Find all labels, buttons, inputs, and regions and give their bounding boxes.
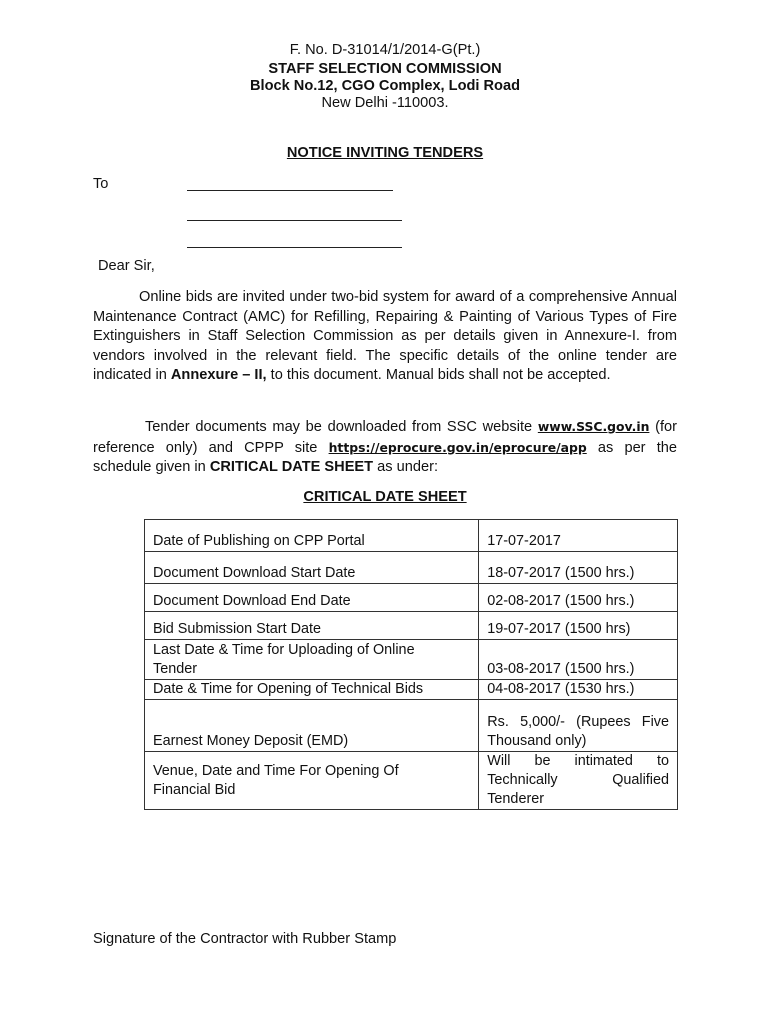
ssc-website-link[interactable]: www.SSC.gov.in [537, 419, 650, 434]
date-label: Date & Time for Opening of Technical Bids [145, 680, 479, 700]
annexure-reference: Annexure – II, [170, 367, 267, 383]
file-number: F. No. D-31014/1/2014-G(Pt.) [289, 42, 481, 58]
date-label: Venue, Date and Time For Opening Of Financial Bid [145, 752, 479, 810]
organization-name: STAFF SELECTION COMMISSION [268, 61, 502, 77]
critical-date-table [144, 519, 678, 810]
date-label: Document Download Start Date [145, 552, 479, 584]
address-line-2 [187, 220, 402, 221]
table-row [145, 552, 678, 584]
date-label: Bid Submission Start Date [145, 612, 479, 640]
para1-text: Online bids are invited under two-bid system for award of a comprehensive Annual Maintenance Contract (AMC) for Refilling, Repairing & Painting of Various Types of Fire Extinguishers in Staff Selection Commission as per details given in Annexure-I. from vendors involved in the relevant field. The specific details of the online tender are indicated in [93, 289, 677, 383]
salutation: Dear Sir, [98, 258, 155, 274]
date-value: 19-07-2017 (1500 hrs) [479, 612, 678, 640]
para2-text-4: as under: [373, 459, 438, 475]
date-label: Date of Publishing on CPP Portal [145, 520, 479, 552]
address-line-3 [187, 247, 402, 248]
paragraph-intro [93, 288, 677, 386]
table-row [145, 640, 678, 680]
date-value: Will be intimated to Technically Qualified Tenderer [479, 752, 678, 810]
para2-text-3: as per the schedule given in [93, 439, 677, 475]
date-value: 17-07-2017 [479, 520, 678, 552]
date-value: 02-08-2017 (1500 hrs.) [479, 584, 678, 612]
para2-text: Tender documents may be downloaded from SSC website [145, 419, 538, 435]
organization-city: New Delhi -110003. [321, 95, 449, 111]
table-row [145, 700, 678, 752]
address-line-1 [187, 190, 393, 191]
table-row [145, 612, 678, 640]
notice-title: NOTICE INVITING TENDERS [286, 145, 484, 161]
paragraph-download [93, 417, 677, 478]
table-row [145, 680, 678, 700]
critical-date-sheet-reference: CRITICAL DATE SHEET [209, 459, 374, 475]
date-label: Last Date & Time for Uploading of Online Tender [145, 640, 479, 680]
to-label: To [93, 176, 109, 192]
cppp-site-link[interactable]: https://eprocure.gov.in/eprocure/app [328, 439, 587, 455]
date-label: Document Download End Date [145, 584, 479, 612]
para1-text-end: to this document. Manual bids shall not be accepted. [266, 367, 611, 383]
date-value: Rs. 5,000/- (Rupees Five Thousand only) [479, 700, 678, 752]
table-row [145, 584, 678, 612]
signature-line: Signature of the Contractor with Rubber Stamp [93, 931, 397, 947]
table-title: CRITICAL DATE SHEET [303, 489, 467, 505]
table-row [145, 520, 678, 552]
organization-address: Block No.12, CGO Complex, Lodi Road [249, 78, 521, 94]
date-value: 03-08-2017 (1500 hrs.) [479, 640, 678, 680]
para2-text-2: (for reference only) and CPPP site [93, 419, 677, 456]
date-value: 04-08-2017 (1530 hrs.) [479, 680, 678, 700]
date-label: Earnest Money Deposit (EMD) [145, 700, 479, 752]
date-value: 18-07-2017 (1500 hrs.) [479, 552, 678, 584]
table-row [145, 752, 678, 810]
